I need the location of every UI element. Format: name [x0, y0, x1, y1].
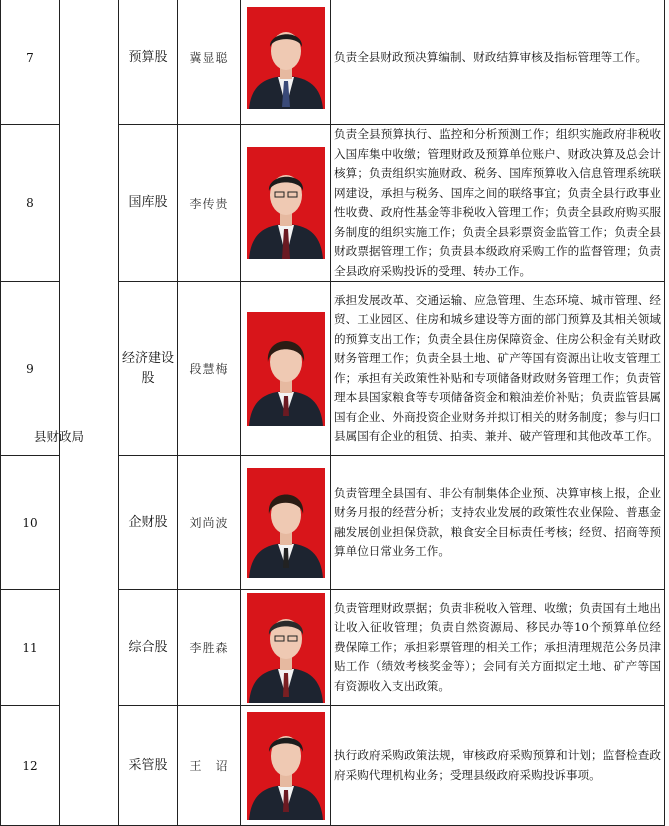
department-name: 经济建设股: [119, 282, 178, 456]
row-number: 12: [1, 706, 60, 826]
department-name: 预算股: [119, 0, 178, 125]
table-row: [1, 125, 665, 282]
person-name: 冀显聪: [178, 0, 241, 125]
row-number: 10: [1, 456, 60, 590]
duty-description: 负责管理全县国有、非公有制集体企业预、决算审核上报，企业财务月报的经营分析；支持农业发展的政策性农业保险、普惠金融发展创业担保贷款，粮食安全目标责任考核；经贸、招商等预算单位日常业务工作。: [331, 456, 665, 590]
table-row: [1, 456, 665, 590]
department-name: 国库股: [119, 125, 178, 282]
table-row: [1, 0, 665, 125]
portrait-photo: [247, 593, 325, 703]
duty-description: 承担发展改革、交通运输、应急管理、生态环境、城市管理、经贸、工业园区、住房和城乡建设等方面的部门预算及其相关领域的预算支出工作；负责全县住房保障资金、住房公积金有关财政财务管理工作；负责全县土地、矿产等国有资源出让收支管理工作；承担有关政策性补贴和专项储备财政财务管理工作；负责管理本县国家粮食等专项储备资金和粮油差价补贴；负责监管县属国有企业、外商投资企业财务并拟订相关的财务制度；参与归口县属国有企业的租赁、拍卖、兼并、破产管理和其他改革工作。: [331, 282, 665, 456]
person-name: 段慧梅: [178, 282, 241, 456]
duty-description: 负责管理财政票据；负责非税收入管理、收缴；负责国有土地出让收入征收管理；负责自然资源局、移民办等10个预算单位经费保障工作；承担彩票管理的相关工作；承担清理规范公务员津贴工作（绩效考核奖金等）；会同有关方面拟定土地、矿产等国有资源收入支出政策。: [331, 590, 665, 706]
duty-description: 负责全县预算执行、监控和分析预测工作；组织实施政府非税收入国库集中收缴；管理财政及预算单位账户、财政决算及总会计核算；负责组织实施财政、税务、国库预算收入信息管理系统联网建设，承担与税务、国库之间的联络事宜；负责全县行政事业性收费、政府性基金等非税收入管理工作；负责全县政府购买服务制度的组织实施工作；负责全县彩票资金监管工作；负责全县财政票据管理工作；负责县本级政府采购工作的监督管理；负责全县政府采购投诉的受理、转办工作。: [331, 125, 665, 282]
bureau-name: 县财政局: [33, 429, 84, 444]
portrait-photo: [247, 468, 325, 578]
table-row: [1, 590, 665, 706]
row-number: 11: [1, 590, 60, 706]
person-name: 王 诏: [178, 706, 241, 826]
bureau-cell: [60, 0, 119, 125]
table-row: [1, 706, 665, 826]
portrait-photo: [247, 7, 325, 109]
portrait-photo: [247, 712, 325, 820]
person-name: 李胜森: [178, 590, 241, 706]
portrait-photo: [247, 147, 325, 259]
duty-description: 执行政府采购政策法规，审核政府采购预算和计划；监督检查政府采购代理机构业务；受理县级政府采购投诉事项。: [331, 706, 665, 826]
department-name: 采管股: [119, 706, 178, 826]
department-name: 企财股: [119, 456, 178, 590]
person-name: 刘尚波: [178, 456, 241, 590]
row-number: 9: [1, 282, 60, 456]
duty-description: 负责全县财政预决算编制、财政结算审核及指标管理等工作。: [331, 0, 665, 125]
portrait-photo: [247, 312, 325, 426]
person-name: 李传贵: [178, 125, 241, 282]
department-name: 综合股: [119, 590, 178, 706]
row-number: 8: [1, 125, 60, 282]
row-number: 7: [1, 0, 60, 125]
